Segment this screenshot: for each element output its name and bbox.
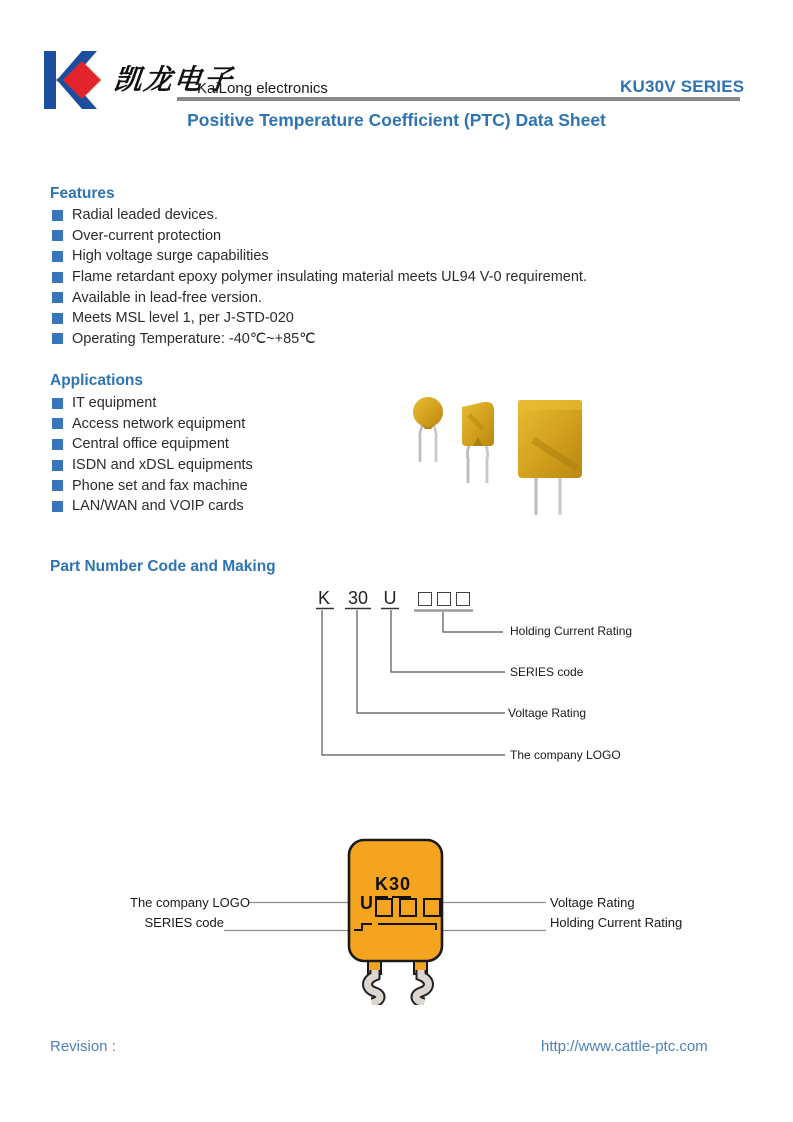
feature-text: Operating Temperature: -40℃~+85℃	[72, 330, 316, 347]
application-item	[52, 393, 432, 414]
ptc-components-photo	[395, 385, 605, 525]
company-logo-icon	[44, 48, 106, 112]
logo-chinese-text: 凯龙电子	[112, 63, 236, 96]
company-name: KaiLong electronics	[197, 80, 328, 97]
feature-item	[52, 205, 732, 226]
logo-k-stem	[44, 51, 56, 109]
application-text: IT equipment	[72, 395, 157, 412]
bullet-square-icon	[52, 460, 63, 471]
feature-item	[52, 267, 732, 288]
application-text: Access network equipment	[72, 415, 246, 432]
header-rule	[177, 97, 740, 101]
website-link[interactable]: http://www.cattle-ptc.com	[541, 1038, 708, 1055]
feature-item	[52, 308, 732, 329]
series-name: KU30V SERIES	[620, 77, 745, 96]
diagram-label-voltage-rating: Voltage Rating	[550, 895, 635, 910]
application-text: Central office equipment	[72, 436, 229, 453]
application-item	[52, 414, 432, 435]
marking-line1: K30	[375, 874, 412, 894]
label-voltage-rating: Voltage Rating	[508, 706, 587, 720]
applications-heading: Applications	[50, 372, 144, 389]
feature-text: Flame retardant epoxy polymer insulating material meets UL94 V-0 requirement.	[72, 269, 587, 286]
features-heading: Features	[50, 185, 115, 202]
part-code-leader-lines	[300, 580, 640, 770]
ptc-photo-medium	[462, 402, 494, 483]
feature-item	[52, 246, 732, 267]
label-company-logo: The company LOGO	[510, 748, 621, 762]
diagram-label-company-logo: The company LOGO	[130, 895, 250, 910]
applications-list	[52, 393, 432, 517]
ptc-photo-small	[413, 397, 443, 462]
feature-text: Radial leaded devices.	[72, 207, 218, 224]
revision-label: Revision :	[50, 1038, 116, 1055]
diagram-label-series-code: SERIES code	[144, 915, 224, 930]
bullet-square-icon	[52, 230, 63, 241]
marking-box	[375, 898, 393, 917]
application-text: Phone set and fax machine	[72, 477, 248, 494]
feature-item	[52, 329, 732, 350]
bullet-square-icon	[52, 210, 63, 221]
bullet-square-icon	[52, 501, 63, 512]
marking-series-letter: U	[360, 893, 374, 913]
application-text: LAN/WAN and VOIP cards	[72, 498, 244, 515]
bullet-square-icon	[52, 480, 63, 491]
label-holding-current: Holding Current Rating	[510, 624, 633, 638]
bullet-square-icon	[52, 251, 63, 262]
marking-box	[423, 898, 441, 917]
kinked-leads	[368, 970, 429, 1003]
feature-text: Available in lead-free version.	[72, 289, 262, 306]
bullet-square-icon	[52, 313, 63, 324]
code-series-letter: U	[383, 588, 397, 608]
page-title: Positive Temperature Coefficient (PTC) Data Sheet	[187, 110, 606, 130]
features-list	[52, 205, 732, 349]
bullet-square-icon	[52, 439, 63, 450]
feature-text: High voltage surge capabilities	[72, 248, 269, 265]
bullet-square-icon	[52, 292, 63, 303]
code-logo-letter: K	[317, 588, 330, 608]
ptc-photo-large	[518, 400, 582, 515]
application-item	[52, 455, 432, 476]
bullet-square-icon	[52, 272, 63, 283]
application-item	[52, 434, 432, 455]
bullet-square-icon	[52, 398, 63, 409]
part-number-heading: Part Number Code and Making	[50, 558, 276, 575]
bullet-square-icon	[52, 418, 63, 429]
feature-item	[52, 226, 732, 247]
feature-item	[52, 287, 732, 308]
feature-text: Meets MSL level 1, per J-STD-020	[72, 310, 294, 327]
marking-box	[399, 898, 417, 917]
label-series-code: SERIES code	[510, 665, 584, 679]
marking-boxes	[375, 898, 441, 917]
application-item	[52, 475, 432, 496]
application-item	[52, 496, 432, 517]
code-voltage-number: 30	[347, 588, 369, 608]
bullet-square-icon	[52, 333, 63, 344]
diagram-label-holding-current: Holding Current Rating	[550, 915, 683, 930]
feature-text: Over-current protection	[72, 227, 222, 244]
application-text: ISDN and xDSL equipments	[72, 457, 253, 474]
